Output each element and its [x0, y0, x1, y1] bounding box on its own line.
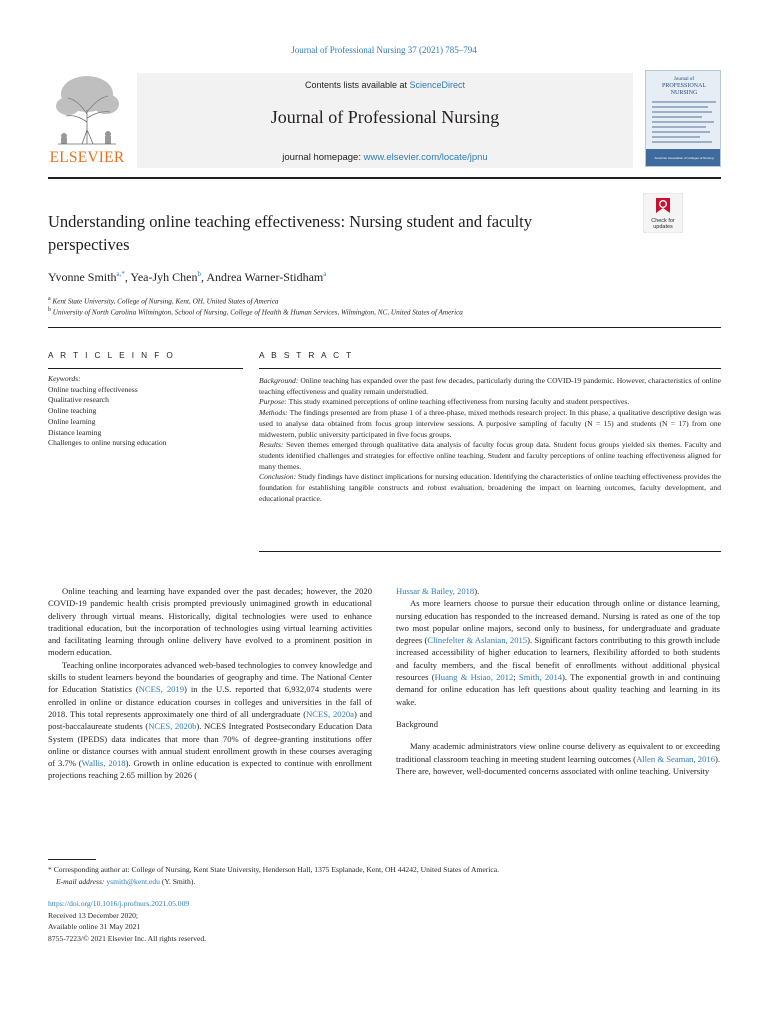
body-text: ) and post-baccalaureate students ( [48, 708, 373, 732]
author-affiliation-mark[interactable]: a [323, 270, 327, 278]
issn-copyright: 8755-7223/© 2021 Elsevier Inc. All rights reserved. [48, 933, 207, 943]
journal-citation-header[interactable]: Journal of Professional Nursing 37 (2021) 785–794 [291, 45, 477, 55]
abstract-purpose [259, 397, 721, 408]
abstract-text: The findings presented are from phase 1 of a three-phase, mixed methods research project. In this phase, a qualitative descriptive design was used to analyse data obtained from focus group interview sessions. A purposive sampling of faculty (N = 15) and students (N = 17) from one midwestern, public university participated in five focus groups. [259, 408, 721, 439]
citation-link[interactable]: Clinefelter & Aslanian, 2015 [427, 635, 528, 646]
abstract-methods [259, 408, 721, 440]
journal-homepage-link[interactable]: www.elsevier.com/locate/jpnu [363, 152, 488, 163]
abstract-results [259, 440, 721, 472]
body-text: ). There are, however, well-documented concerns associated with online teaching. University [396, 753, 721, 776]
citation-link[interactable]: Smith, 2014 [518, 672, 563, 683]
abstract-text: Online teaching has expanded over the past few decades, particularly during the COVID-19 pandemic. However, characteristics of online teaching effectiveness and quality remain understudied. [259, 376, 721, 396]
crossmark-line2: updates [653, 224, 673, 230]
body-text: ; [513, 672, 519, 683]
affiliation-text: Kent State University, College of Nursing, Kent, OH, United States of America [52, 297, 279, 306]
abstract-label: Background: [259, 376, 299, 385]
journal-title: Journal of Professional Nursing [270, 107, 500, 127]
title-block-rule [48, 327, 721, 328]
abstract-end-rule [259, 551, 721, 552]
author-affiliation-mark[interactable]: b [197, 270, 202, 278]
keyword: Online learning [48, 416, 96, 426]
abstract-label: Conclusion: [259, 472, 297, 482]
author-name: Yea-Jyh Chen [130, 270, 198, 284]
keyword: Challenges to online nursing education [48, 438, 167, 448]
body-paragraph: Online teaching and learning have expanded over the past decades; however, the 2020 COVID-19 pandemic health crisis prompted previously unimagined growth in educational delivery through virtual means. Historically, digital technologies were used to enhance traditional education, but the incorporation of technologies using virtual learning activities and facilitating learning through online delivery have evolved to a prominent position in modern education. [48, 586, 372, 658]
body-text: ). NCES Integrated Postsecondary Education Data System (IPEDS) data indicates that more than 70% of degree-granting institutions offer online or distance courses with annual student enrollment growth in these courses averaging of 3.7% ( [48, 721, 373, 769]
body-column-right [396, 585, 720, 777]
masthead-rule [48, 177, 721, 179]
corresponding-author-note: * Corresponding author at: College of Nursing, Kent State University, Henderson Hall, 1375 Esplanade, Kent, OH 44242, United States of America. [48, 865, 500, 874]
crossmark-line1: Check for [651, 218, 675, 224]
article-info-rule [48, 368, 243, 369]
keyword: Online teaching effectiveness [48, 384, 138, 394]
body-paragraph [48, 659, 372, 782]
cover-footer: American Association of Colleges of Nursing [654, 156, 714, 160]
citation-link[interactable]: NCES, 2020b [148, 721, 197, 732]
body-text: Many academic administrators view online course delivery as equivalent to or exceeding traditional classroom teaching in meeting student learning outcomes ( [396, 741, 720, 764]
author-name: Andrea Warner-Stidham [206, 270, 324, 284]
article-title: Understanding online teaching effectiveness: Nursing student and faculty perspectives [48, 212, 533, 254]
article-info-heading: A R T I C L E I N F O [48, 350, 176, 360]
abstract-label: Purpose: [259, 397, 287, 407]
check-for-updates-badge[interactable] [643, 193, 683, 233]
author-name: Yvonne Smith [48, 270, 117, 284]
email-line [48, 876, 721, 888]
abstract-background [259, 376, 721, 397]
section-heading-background: Background [396, 718, 439, 729]
cover-title-line1: Journal of [673, 77, 695, 82]
citation-link[interactable]: Wallis, 2018 [81, 758, 126, 769]
keyword: Qualitative research [48, 395, 109, 405]
footnotes [48, 864, 721, 887]
abstract-text: Seven themes emerged through qualitative data analysis of faculty focus group data. Student focus groups yielded six themes. Faculty and students identified challenges and strategies for effective online teaching. Student and faculty perceptions of online teaching effectiveness aligned for many themes. [259, 440, 721, 471]
abstract-text: This study examined perceptions of online teaching effectiveness from nursing faculty and student perspectives. [286, 397, 630, 407]
body-text: ). Significant factors contributing to this growth include increased accessibility of higher education to learners, flexibility afforded to both students and faculty members, and the fiscal benefit of enrollments without additional physical resources ( [396, 635, 720, 683]
abstract-body [259, 376, 721, 504]
sciencedirect-link[interactable]: ScienceDirect [409, 80, 466, 90]
body-text: Teaching online incorporates advanced web-based technologies to convey knowledge and skills to student learners beyond the boundaries of geography and time. The National Center for Education Statistics ( [48, 659, 372, 695]
cover-title-line3: NURSING [670, 90, 698, 96]
citation-link[interactable]: Allen & Seaman, 2016 [636, 753, 715, 764]
contents-prefix: Contents lists available at [304, 80, 410, 90]
journal-cover-image[interactable] [645, 70, 721, 167]
author-affiliation-mark[interactable]: a,* [116, 270, 125, 278]
keyword: Online teaching [48, 406, 97, 416]
keyword: Distance learning [48, 427, 102, 437]
received-date: Received 13 December 2020; [48, 910, 139, 920]
affiliation [48, 296, 279, 305]
footnote-rule [48, 859, 96, 860]
citation-link[interactable]: Huang & Hsiao, 2012 [434, 672, 514, 683]
email-suffix: (Y. Smith). [159, 876, 196, 886]
body-text: ). The exponential growth in and continuing demand for online education has left questions about quality teaching and learning in its wake. [396, 672, 720, 707]
body-text: ) in the U.S. reported that 6,932,074 students were enrolled in online or distance education courses in colleges and universities in the fall of 2018. This total represents approximately one third of all undergraduate ( [48, 684, 372, 719]
abstract-label: Methods: [259, 408, 288, 418]
body-text: ). Growth in online education is expected to continue with enrollment projections reaching 2.65 million by 2026 ( [48, 758, 373, 781]
keywords-list [48, 374, 243, 449]
citation-link[interactable]: NCES, 2019 [138, 684, 185, 695]
body-paragraph-continued [396, 585, 720, 597]
email-label: E-mail address: [56, 876, 105, 886]
abstract-conclusion [259, 472, 721, 504]
citation-link[interactable]: NCES, 2020a [306, 708, 354, 719]
abstract-rule [259, 368, 721, 369]
body-paragraph [396, 597, 720, 708]
body-text: ). [474, 586, 480, 596]
body-column-left [48, 585, 372, 782]
keywords-label: Keywords: [48, 374, 81, 383]
publisher-name: ELSEVIER [49, 149, 125, 166]
journal-homepage-line [137, 152, 633, 163]
citation-link[interactable]: Hussar & Bailey, 2018 [396, 586, 475, 596]
email-link[interactable]: ysmith@kent.edu [106, 876, 160, 886]
body-paragraph [396, 740, 720, 777]
affiliation-mark: a [48, 296, 51, 302]
abstract-text: Study findings have distinct implications for nursing education. Identifying the characteristics of online teaching effectiveness provides the foundation for establishing tangible constructs and robust evaluation, broadening the impact on learning outcomes, faculty development, and educational practice. [259, 472, 721, 503]
homepage-label: journal homepage: [282, 152, 364, 163]
doi-link[interactable]: https://doi.org/10.1016/j.profnurs.2021.05.009 [48, 899, 190, 908]
affiliation [48, 307, 463, 316]
available-online-date: Available online 31 May 2021 [48, 922, 141, 931]
abstract-heading: A B S T R A C T [259, 350, 354, 360]
cover-title-line2: PROFESSIONAL [661, 83, 707, 89]
affiliation-text: University of North Carolina Wilmington, School of Nursing, College of Health & Human Services, Wilmington, NC, United States of America [52, 308, 463, 317]
affiliation-mark: b [48, 307, 51, 313]
body-text: As more learners choose to pursue their education through online or distance learning, nursing education has responded to the increased demand. Nursing is rated as one of the top two most popular online majors, second only to business, for undergraduate and graduate degrees ( [396, 598, 720, 646]
abstract-label: Results: [259, 440, 284, 450]
author-list: Yvonne Smith$^{a,*}$, Yea-Jyh Chen$^b$, Andrea Warner-Stidham$^a$ [48, 270, 327, 284]
publication-info [48, 898, 448, 944]
contents-available-line [137, 80, 633, 90]
